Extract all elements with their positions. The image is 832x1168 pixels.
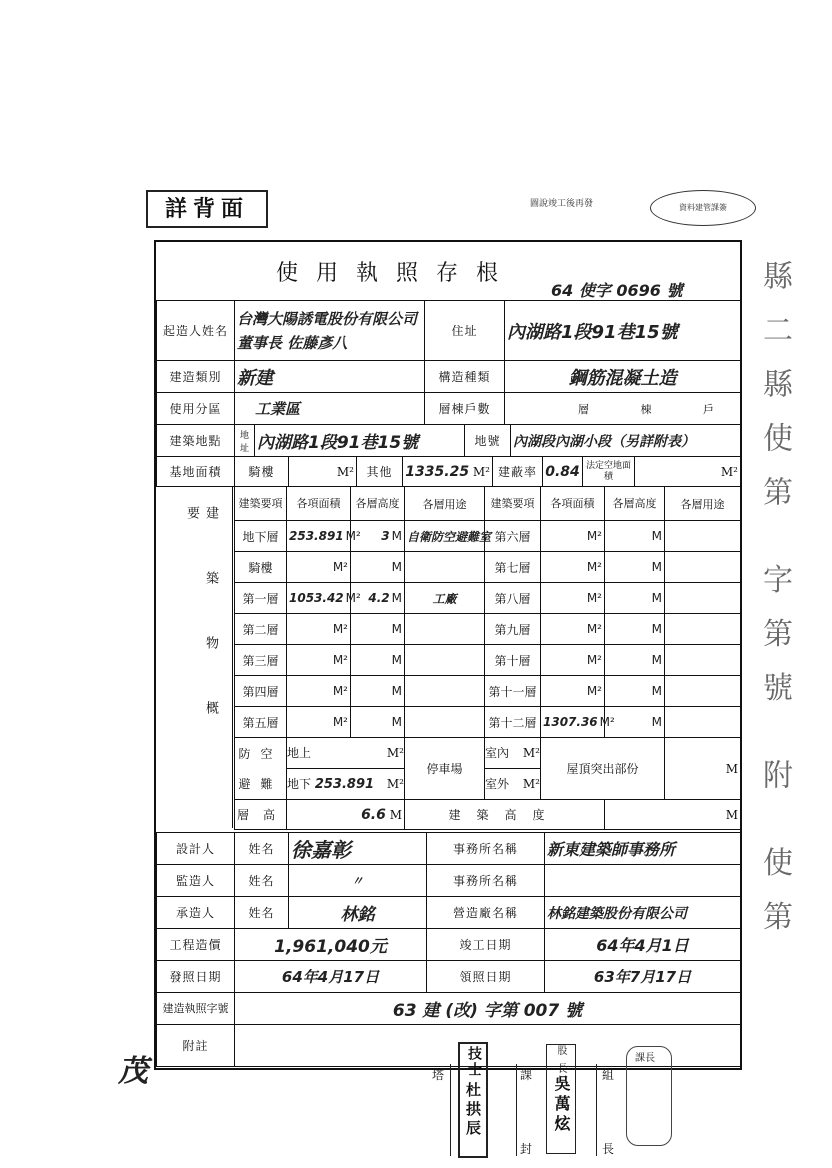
build-type-label: 建造類別	[157, 361, 235, 393]
floor-use-cell	[405, 614, 485, 645]
area-label: 基地面積	[157, 457, 235, 487]
floor-height-right-unit: M	[651, 591, 662, 605]
floor-row	[235, 645, 741, 676]
floor-name-right-cell	[485, 583, 541, 614]
coverage-label: 建蔽率	[493, 457, 543, 487]
floor-area-unit: M²	[332, 653, 348, 667]
parking-out-unit: M²	[522, 777, 540, 791]
floor-area-cell	[287, 676, 351, 707]
completion-value: 64年4月1日	[545, 929, 741, 961]
floor-name: 第一層	[242, 591, 279, 606]
floor-use-right-cell	[665, 521, 741, 552]
building-section-label: 建築物概要	[184, 506, 218, 766]
floor-use-cell	[405, 521, 492, 552]
floor-height-right-unit: M	[651, 622, 662, 636]
floor-height-right-unit: M	[651, 653, 662, 667]
floor-area-right-cell	[541, 521, 605, 552]
floor-area-right: 1307.36	[543, 715, 598, 729]
floor-name-right-cell	[485, 645, 541, 676]
permit-value: 63 建 (改) 字第 007 號	[235, 993, 741, 1025]
floor-name: 第三層	[242, 653, 279, 668]
floor-height-right-cell	[605, 521, 665, 552]
floor-height-unit: M	[391, 622, 402, 636]
address-value: 內湖路1段91巷15號	[505, 301, 741, 361]
col-header-use: 各層用途	[405, 487, 485, 521]
floor-height-right-unit: M	[651, 529, 662, 543]
floor-area-unit: M²	[345, 591, 361, 605]
col-header-height: 各層高度	[351, 487, 405, 521]
cost-label: 工程造價	[157, 929, 235, 961]
floor-row	[235, 676, 741, 707]
stamp-note-text: 圖說竣工後再發	[530, 199, 594, 209]
parking-in-label: 室內	[485, 746, 510, 760]
floor-area-unit: M²	[332, 715, 348, 729]
parking-out-label: 室外	[485, 777, 510, 791]
floor-area-unit: M²	[332, 622, 348, 636]
floor-height-unit: M	[391, 684, 402, 698]
col-header-item-2: 建築要項	[485, 487, 541, 521]
floor-height-right-unit: M	[651, 560, 662, 574]
floor-use-cell	[405, 645, 485, 676]
col-header-item: 建築要項	[235, 487, 287, 521]
owner-label: 起造人姓名	[157, 301, 235, 361]
floor-height-unit: M	[391, 653, 402, 667]
floor-name-cell	[235, 521, 287, 552]
shelter-row	[235, 738, 741, 800]
permit-form	[154, 240, 742, 1070]
other-cell	[403, 457, 493, 487]
contractor-factory: 林銘建築股份有限公司	[545, 897, 741, 929]
supervisor-name: 〃	[289, 865, 427, 897]
roof-label: 屋頂突出部份	[541, 738, 665, 800]
sig-col4-label: 長	[602, 1142, 615, 1156]
tech-stamp	[458, 1042, 488, 1158]
floor-use-right-cell	[665, 645, 741, 676]
right-margin-text	[752, 260, 796, 960]
building-header-row	[235, 487, 741, 521]
shelter-below-value: 253.891	[314, 777, 375, 792]
form-title	[156, 242, 740, 302]
floor-use: 工廠	[432, 591, 457, 606]
roof-unit: M	[665, 738, 741, 800]
floor-use-cell	[405, 676, 485, 707]
floor-use-cell	[405, 552, 485, 583]
floor-area-right-cell	[541, 552, 605, 583]
designer-label: 設計人	[157, 833, 235, 865]
floor-name-right-cell	[485, 707, 541, 738]
floor-name-cell	[235, 645, 287, 676]
floor-use: 自衛防空避難室	[407, 529, 492, 544]
floor-height: 3	[381, 529, 390, 543]
form-title-text: 使用執照存根	[276, 261, 517, 286]
floor-name-right: 第十二層	[488, 715, 537, 730]
shelter-below-label: 地下	[287, 777, 312, 791]
shelter-above-label: 地上	[287, 746, 312, 760]
arcade-label: 騎樓	[235, 457, 289, 487]
building-section-label-cell	[156, 486, 233, 828]
supervisor-name-label: 姓名	[235, 865, 289, 897]
floor-name: 第五層	[242, 715, 279, 730]
sig-col-divider-1	[450, 1064, 451, 1156]
floor-height-right-cell	[605, 614, 665, 645]
floor-name-right: 第九層	[494, 622, 531, 637]
floor-use-right-cell	[665, 676, 741, 707]
floor-height-label: 層高	[235, 800, 287, 830]
zone-label: 使用分區	[157, 393, 235, 425]
structure-label: 構造種類	[425, 361, 505, 393]
legal-open-label: 法定空地面積	[583, 457, 635, 487]
supervisor-office-label: 事務所名稱	[427, 865, 545, 897]
floor-row	[235, 614, 741, 645]
floor-height-cell	[351, 707, 405, 738]
floor-name-right: 第十層	[494, 653, 531, 668]
tech-label: 技士	[466, 1046, 482, 1078]
arcade-unit: M²	[289, 457, 357, 487]
build-type-value: 新建	[235, 361, 425, 393]
contractor-name-label: 姓名	[235, 897, 289, 929]
other-label: 其他	[357, 457, 403, 487]
floor-height-right-cell	[605, 583, 665, 614]
floor-area: 253.891	[289, 529, 344, 543]
floors-value: 層 棟 戶	[505, 393, 741, 425]
completion-label: 竣工日期	[427, 929, 545, 961]
floor-row	[235, 707, 741, 738]
chief-name: 吳萬炫	[552, 1075, 571, 1135]
shelter-above-unit: M²	[386, 746, 404, 760]
shelter-below-unit: M²	[386, 777, 404, 791]
floor-name-cell	[235, 583, 287, 614]
floor-height-cell	[351, 676, 405, 707]
floor-area-cell	[287, 552, 351, 583]
floor-name: 地下層	[242, 529, 279, 544]
floor-height-right-cell	[605, 676, 665, 707]
note-label: 附註	[157, 1025, 235, 1067]
sig-col1-label: 塔	[432, 1068, 445, 1082]
floor-use-right-cell	[665, 552, 741, 583]
sig-col-divider-2	[516, 1064, 517, 1156]
floor-area-right-unit: M²	[586, 684, 602, 698]
owner-value: 台灣大陽誘電股份有限公司 董事長 佐藤彥八	[235, 301, 425, 361]
shelter-label: 防空避難	[235, 738, 287, 800]
zone-value: 工業區	[235, 393, 425, 425]
receive-label: 領照日期	[427, 961, 545, 993]
form-table-site	[156, 424, 741, 457]
designer-office: 新東建築師事務所	[545, 833, 741, 865]
floor-height-cell	[351, 552, 405, 583]
section-stamp	[626, 1046, 672, 1146]
sig-col-divider-3	[596, 1064, 597, 1156]
back-page-box	[146, 190, 268, 228]
back-page-label: 詳背面	[164, 196, 249, 222]
floor-area-cell	[287, 645, 351, 676]
chief-label: 股長	[555, 1045, 566, 1081]
parking-values	[485, 738, 541, 800]
supervisor-label: 監造人	[157, 865, 235, 897]
floor-height-right-cell	[605, 645, 665, 676]
structure-value: 鋼筋混凝土造	[505, 361, 741, 393]
col-header-use-2: 各層用途	[665, 487, 741, 521]
floor-height-cell	[287, 800, 405, 830]
floor-name: 第二層	[242, 622, 279, 637]
building-table	[234, 486, 741, 830]
form-table-top	[156, 300, 741, 425]
floor-height-unit: M	[391, 529, 402, 543]
floor-area-right-unit: M²	[586, 529, 602, 543]
floor-area-right-cell	[541, 583, 605, 614]
floor-height-unit: M	[391, 591, 402, 605]
form-table-people	[156, 832, 741, 1067]
floor-name-right: 第十一層	[488, 684, 537, 699]
floor-name-right: 第七層	[494, 560, 531, 575]
parking-label: 停車場	[405, 738, 485, 800]
floor-row	[235, 583, 741, 614]
floor-name-right-cell	[485, 521, 541, 552]
other-unit: M²	[472, 464, 490, 479]
tech-name: 杜拱辰	[464, 1082, 482, 1139]
floor-name-cell	[235, 707, 287, 738]
floor-area-unit: M²	[345, 529, 361, 543]
contractor-label: 承造人	[157, 897, 235, 929]
left-margin-char: 茂	[118, 1054, 148, 1089]
floor-height-unit: M	[389, 807, 402, 822]
floor-name: 騎樓	[248, 560, 273, 575]
floor-height: 4.2	[368, 591, 390, 605]
contractor-name: 林銘	[289, 897, 427, 929]
floor-area-cell	[287, 521, 361, 552]
floor-height-value: 6.6	[361, 806, 386, 823]
floor-area-cell	[287, 583, 361, 614]
floor-name-right-cell	[485, 552, 541, 583]
floor-name-cell	[235, 676, 287, 707]
form-table-area	[156, 456, 741, 487]
floor-use-right-cell	[665, 707, 741, 738]
floor-name-right-cell	[485, 676, 541, 707]
floor-name-right: 第六層	[494, 529, 531, 544]
floor-area-cell	[287, 707, 351, 738]
site-addr-label: 地址	[235, 425, 255, 457]
floor-area-right-unit: M²	[586, 653, 602, 667]
supervisor-office	[545, 865, 741, 897]
floor-height-cell	[351, 645, 405, 676]
floor-area: 1053.42	[289, 591, 344, 605]
col-header-height-2: 各層高度	[605, 487, 665, 521]
section-label: 課長	[635, 1053, 655, 1064]
designer-office-label: 事務所名稱	[427, 833, 545, 865]
floor-area-right-cell	[541, 676, 605, 707]
floors-label: 層棟戶數	[425, 393, 505, 425]
bldg-height-unit: M	[605, 800, 741, 830]
floor-height-unit: M	[391, 560, 402, 574]
building-section	[156, 486, 740, 828]
site-addr-value: 內湖路1段91巷15號	[255, 425, 465, 457]
stamp-oval-text: 資料建管課簽	[679, 203, 727, 212]
floor-height-unit: M	[391, 715, 402, 729]
floor-use-right-cell	[665, 614, 741, 645]
floor-name: 第四層	[242, 684, 279, 699]
sig-col5-label: 封	[520, 1142, 533, 1156]
floor-area-right-unit: M²	[586, 591, 602, 605]
permit-label: 建造執照字號	[157, 993, 235, 1025]
sig-col2-label: 課	[520, 1068, 533, 1082]
designer-name: 徐嘉彰	[289, 833, 427, 865]
stamp-oval	[650, 190, 756, 226]
floor-row	[235, 521, 741, 552]
floor-height-cell	[351, 614, 405, 645]
site-label: 建築地點	[157, 425, 235, 457]
signature-block	[420, 1040, 680, 1156]
issue-label: 發照日期	[157, 961, 235, 993]
issue-value: 64年4月17日	[235, 961, 427, 993]
floor-height-right-cell	[605, 552, 665, 583]
receive-value: 63年7月17日	[545, 961, 741, 993]
lot-label: 地號	[465, 425, 511, 457]
bldg-height-label: 建築高度	[405, 800, 605, 830]
floor-area-unit: M²	[332, 560, 348, 574]
col-header-area: 各項面積	[287, 487, 351, 521]
designer-name-label: 姓名	[235, 833, 289, 865]
shelter-values	[287, 738, 405, 800]
floor-height-right-unit: M	[651, 715, 662, 729]
floor-name-right: 第八層	[494, 591, 531, 606]
parking-in-unit: M²	[522, 746, 540, 760]
floor-name-cell	[235, 614, 287, 645]
lot-value: 內湖段內湖小段（另詳附表）	[511, 425, 741, 457]
cost-value: 1,961,040元	[235, 929, 427, 961]
stamp-note	[530, 196, 650, 209]
chief-stamp	[546, 1044, 576, 1154]
floor-area-cell	[287, 614, 351, 645]
floor-area-right-cell	[541, 614, 605, 645]
permit-number: 64 使字 0696 號	[551, 281, 683, 300]
legal-open-unit: M²	[635, 457, 741, 487]
floor-area-right-cell	[541, 645, 605, 676]
height-row	[235, 800, 741, 830]
coverage-value: 0.84	[543, 457, 583, 487]
sig-col3-label: 組	[602, 1068, 615, 1082]
other-value: 1335.25	[405, 463, 470, 480]
floor-area-right-unit: M²	[586, 622, 602, 636]
floor-area-right-cell	[541, 707, 615, 738]
contractor-factory-label: 營造廠名稱	[427, 897, 545, 929]
floor-use-cell	[405, 707, 485, 738]
floor-use-right-cell	[665, 583, 741, 614]
floor-use-cell	[405, 583, 485, 614]
address-label: 住址	[425, 301, 505, 361]
floor-area-right-unit: M²	[599, 715, 615, 729]
floor-name-cell	[235, 552, 287, 583]
floor-name-right-cell	[485, 614, 541, 645]
floor-area-unit: M²	[332, 684, 348, 698]
floor-height-right-unit: M	[651, 684, 662, 698]
floor-area-right-unit: M²	[586, 560, 602, 574]
col-header-area-2: 各項面積	[541, 487, 605, 521]
floor-row	[235, 552, 741, 583]
right-margin-label: 縣二縣使第 字第號 附 使第	[757, 260, 792, 955]
